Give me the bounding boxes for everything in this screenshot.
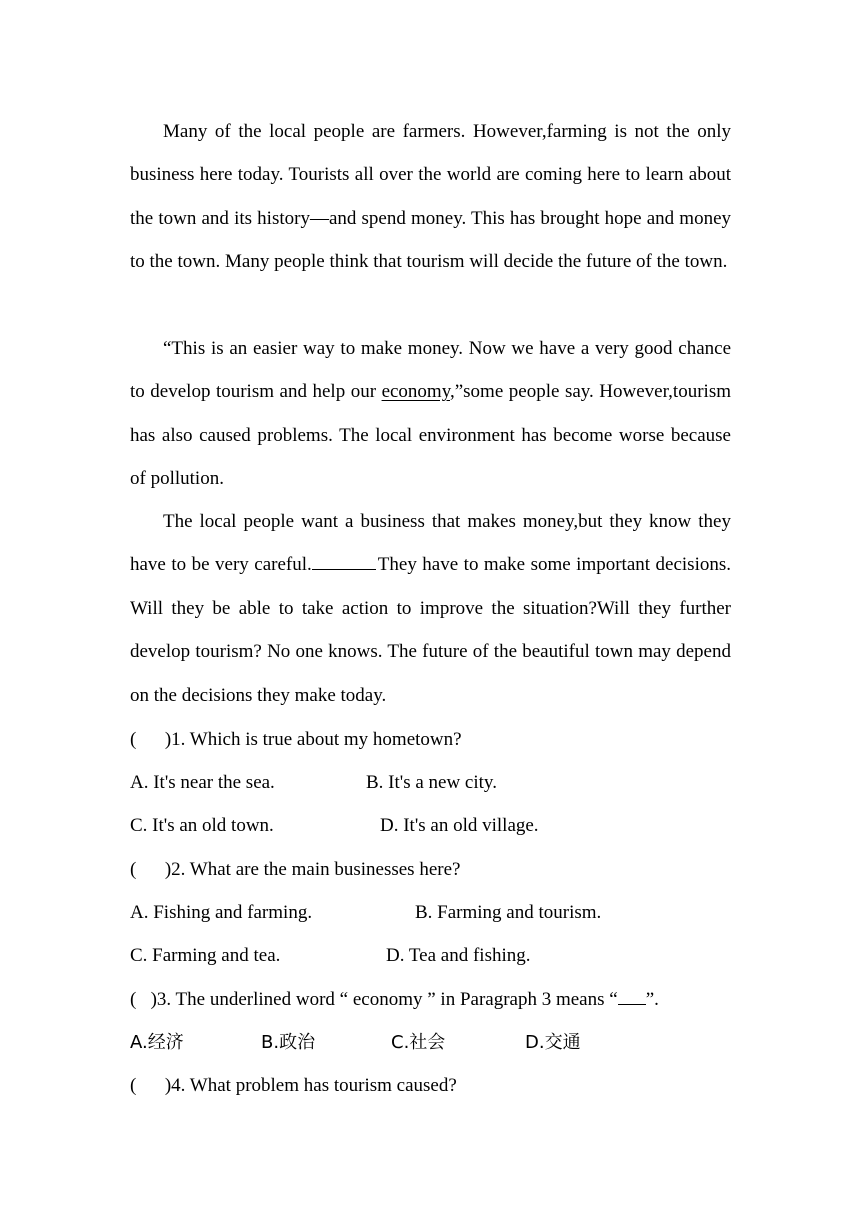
- answer-blank: [312, 568, 376, 570]
- paragraph-2: “This is an easier way to make money. Now we have a very good chance to develop tourism and help our economy,”some people say. However,tourism has also caused problems. The local environment has become worse because of pollution.: [130, 338, 731, 490]
- question-1-option-d: D. It's an old village.: [380, 815, 539, 836]
- question-1-option-b: B. It's a new city.: [366, 772, 497, 793]
- question-3-stem: ( )3. The underlined word “ economy ” in Paragraph 3 means “ ”.: [130, 989, 659, 1010]
- question-2-option-d: D. Tea and fishing.: [386, 945, 531, 966]
- question-1-option-c: C. It's an old town.: [130, 815, 274, 836]
- paragraph-3: The local people want a business that makes money,but they know they have to be very careful. They have to make some important decisions. Will they be able to take action to improve the situation?Will they further develop tourism? No one knows. The future of the beautiful town may depend on the decisions they make today.: [130, 511, 731, 706]
- question-2-option-b: B. Farming and tourism.: [415, 902, 602, 923]
- question-3-option-b: B.政治: [261, 1032, 316, 1053]
- question-4-stem: ( )4. What problem has tourism caused?: [130, 1075, 457, 1096]
- underlined-word: economy: [381, 381, 450, 403]
- question-1-option-a: A. It's near the sea.: [130, 772, 275, 793]
- question-2-stem: ( )2. What are the main businesses here?: [130, 859, 461, 880]
- question-2-option-a: A. Fishing and farming.: [130, 902, 313, 923]
- question-3-option-a: A.经济: [130, 1032, 184, 1053]
- question-3-option-d: D.交通: [525, 1032, 581, 1053]
- question-3-option-c: C.社会: [391, 1032, 446, 1053]
- answer-blank: [618, 1003, 646, 1005]
- question-1-stem: ( )1. Which is true about my hometown?: [130, 729, 462, 750]
- paragraph-1: Many of the local people are farmers. However,farming is not the only business here today. Tourists all over the world are coming here to learn about the town and its history—and spend money. This has brought hope and money to the town. Many people think that tourism will decide the future of the town.: [130, 121, 731, 273]
- question-2-option-c: C. Farming and tea.: [130, 945, 281, 966]
